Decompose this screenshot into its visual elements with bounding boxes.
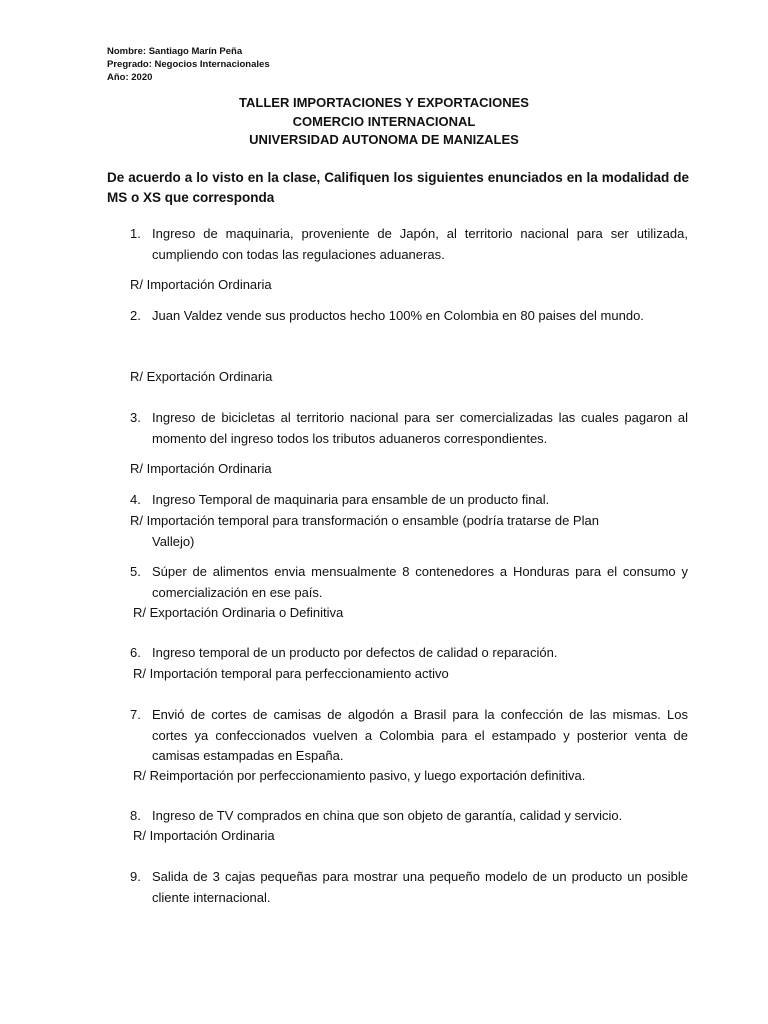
question-7	[130, 705, 688, 767]
answer-1: R/ Importación Ordinaria	[130, 277, 272, 292]
answer-7: R/ Reimportación por perfeccionamiento pasivo, y luego exportación definitiva.	[133, 768, 586, 783]
answer-line: R/ Importación temporal para transformación o ensamble (podría tratarse de Plan	[130, 513, 599, 528]
answer-line: Vallejo)	[152, 533, 195, 549]
question-4	[130, 490, 688, 511]
answer-2: R/ Exportación Ordinaria	[130, 369, 273, 384]
question-text: Ingreso Temporal de maquinaria para ensamble de un producto final.	[152, 492, 550, 507]
question-number: 2.	[130, 308, 141, 323]
question-6	[130, 643, 688, 664]
question-9	[130, 867, 688, 908]
question-text: Envió de cortes de camisas de algodón a Brasil para la confección de las mismas. Los cortes ya confeccionados vuelven a Colombia para el estampado y posterior venta de camisas estampadas en España.	[152, 707, 688, 763]
question-number: 9.	[130, 869, 141, 884]
document-titles	[0, 94, 768, 150]
question-number: 5.	[130, 564, 141, 579]
question-number: 7.	[130, 707, 141, 722]
answer-5: R/ Exportación Ordinaria o Definitiva	[133, 605, 344, 620]
student-name: Nombre: Santiago Marín Peña	[107, 46, 243, 57]
question-1	[130, 224, 688, 265]
question-text: Ingreso de bicicletas al territorio nacional para ser comercializadas las cuales pagaron al momento del ingreso todos los tributos aduaneros correspondientes.	[152, 410, 688, 446]
question-5	[130, 562, 688, 603]
question-text: Ingreso de maquinaria, proveniente de Japón, al territorio nacional para ser utilizada, cumpliendo con todas las regulaciones aduaneras.	[152, 226, 688, 262]
question-8	[130, 806, 688, 827]
answer-4	[130, 511, 690, 552]
question-2	[130, 306, 688, 327]
title-workshop: TALLER IMPORTACIONES Y EXPORTACIONES	[239, 95, 529, 110]
question-text: Ingreso de TV comprados en china que son objeto de garantía, calidad y servicio.	[152, 808, 623, 823]
student-program: Pregrado: Negocios Internacionales	[107, 59, 270, 70]
question-number: 6.	[130, 645, 141, 660]
answer-3: R/ Importación Ordinaria	[130, 461, 272, 476]
question-text: Juan Valdez vende sus productos hecho 100% en Colombia en 80 paises del mundo.	[152, 308, 644, 323]
question-text: Súper de alimentos envia mensualmente 8 contenedores a Honduras para el consumo y comercialización en ese país.	[152, 564, 688, 600]
answer-6: R/ Importación temporal para perfeccionamiento activo	[133, 666, 449, 681]
question-text: Ingreso temporal de un producto por defectos de calidad o reparación.	[152, 645, 558, 660]
question-number: 4.	[130, 492, 141, 507]
title-university: UNIVERSIDAD AUTONOMA DE MANIZALES	[249, 132, 519, 147]
question-number: 8.	[130, 808, 141, 823]
student-year: Año: 2020	[107, 72, 153, 83]
answer-8: R/ Importación Ordinaria	[133, 828, 275, 843]
title-course: COMERCIO INTERNACIONAL	[292, 113, 476, 129]
instruction-text: De acuerdo a lo visto en la clase, Califiquen los siguientes enunciados en la modalidad de MS o XS que corresponda	[107, 170, 689, 205]
question-3	[130, 408, 688, 449]
question-number: 1.	[130, 226, 141, 241]
question-number: 3.	[130, 410, 141, 425]
question-text: Salida de 3 cajas pequeñas para mostrar una pequeño modelo de un producto un posible cliente internacional.	[152, 869, 688, 905]
student-info	[107, 45, 270, 84]
